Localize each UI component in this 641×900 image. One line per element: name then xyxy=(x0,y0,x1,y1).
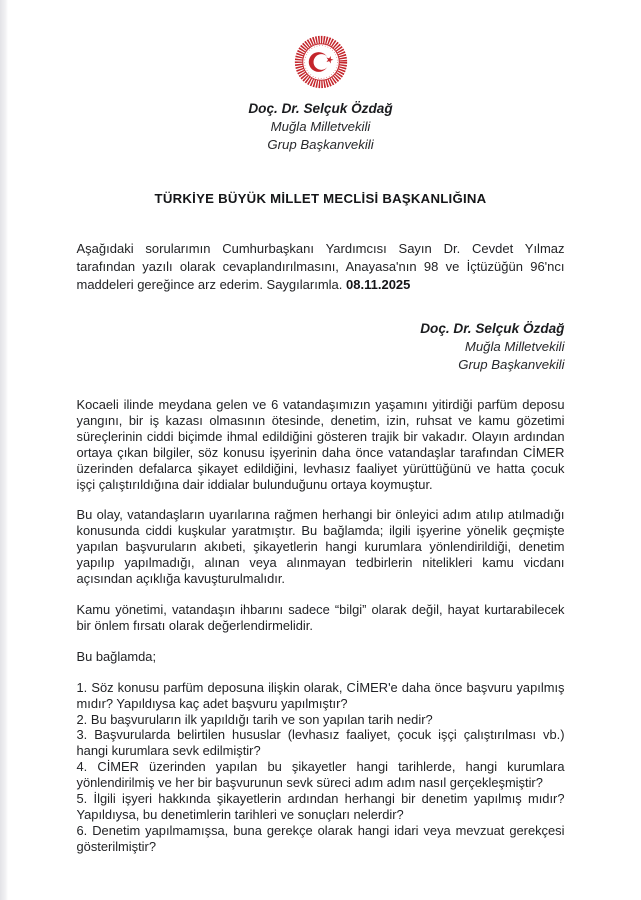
body-paragraph: Kamu yönetimi, vatandaşın ihbarını sadece “bilgi” olarak değil, hayat kurtarabilecek bir önlem fırsatı olarak değerlendirmelidir. xyxy=(76,601,565,633)
question-text: Söz konusu parfüm deposuna ilişkin olarak, CİMER'e daha önce başvuru yapılmış mıdır? Yapıldıysa kaç adet başvuru yapılmıştır? xyxy=(76,679,565,711)
question-item xyxy=(77,727,565,759)
question-number: 5. xyxy=(76,791,88,807)
scan-edge-shadow xyxy=(0,0,8,900)
tbmm-emblem-icon xyxy=(293,33,349,91)
question-number: 1. xyxy=(76,679,88,695)
body-paragraph: Kocaeli ilinde meydana gelen ve 6 vatandaşımızın yaşamını yitirdiği parfüm deposu yangını, bir iş kazası olmasının ötesinde, denetim, izin, ruhsat ve kamu gözetimi süreçlerinin ciddi biçimde ihmal edildiğini gösteren trajik bir vakadır. Olayın ardından ortaya çıkan bilgiler, söz konusu işyerinin daha önce vatandaşlar tarafından CİMER üzerinden defalarca şikayet edildiğini, levhasız faaliyet yürüttüğünü ve hatta çocuk işçi çalıştırıldığına dair iddialar bulunduğunu ortaya koymuştur. xyxy=(76,397,565,492)
deputy-title-role: Grup Başkanvekili xyxy=(267,137,374,152)
body-paragraph: Bu olay, vatandaşların uyarılarına rağmen herhangi bir önleyici adım atılıp atılmadığı konusunda ciddi kuşkular yaratmıştır. Bu bağlamda; ilgili işyerine yönelik geçmişte yapılan başvuruların akıbeti, şikayetlerin hangi kurumlara yönlendirildiği, denetim yapılıp yapılmadığı, alınan veya alınmayan tedbirlerin nitelikleri kamu vicdanı açısından açıklığa kavuşturulmalıdır. xyxy=(76,507,565,587)
question-number: 3. xyxy=(76,727,88,743)
header-identity-block xyxy=(77,100,565,154)
question-text: Başvurularda belirtilen hususlar (levhasız faaliyet, çocuk işçi çalıştırılması vb.) hangi kurumlara sevk edilmiştir? xyxy=(76,727,565,759)
signature-name: Doç. Dr. Selçuk Özdağ xyxy=(420,321,565,336)
question-text: İlgili işyeri hakkında şikayetlerin ardından herhangi bir denetim yapılmış mıdır? Yapıldıysa, bu denetimlerin tarihleri ve sonuçları nelerdir? xyxy=(76,791,565,822)
deputy-title-province: Muğla Milletvekili xyxy=(270,119,371,134)
petition-date: 08.11.2025 xyxy=(346,277,411,292)
question-item xyxy=(77,712,565,728)
deputy-name: Doç. Dr. Selçuk Özdağ xyxy=(248,101,393,116)
document-heading: TÜRKİYE BÜYÜK MİLLET MECLİSİ BAŞKANLIĞINA xyxy=(154,191,487,206)
question-text: Bu başvuruların ilk yapıldığı tarih ve son yapılan tarih nedir? xyxy=(90,711,433,727)
question-item xyxy=(77,823,565,855)
petition-text: Aşağıdaki sorularımın Cumhurbaşkanı Yardımcısı Sayın Dr. Cevdet Yılmaz tarafından yazılı olarak cevaplandırılmasını, Anayasa'nın 98 ve İçtüzüğün 96'ncı maddeleri gereğince arz ederim. Saygılarımla. xyxy=(76,241,565,292)
document-content xyxy=(77,0,565,855)
question-item xyxy=(77,680,565,712)
question-item xyxy=(77,759,565,791)
question-text: Denetim yapılmamışsa, buna gerekçe olarak hangi idari veya mevzuat gerekçesi gösterilmiştir? xyxy=(76,822,565,854)
questions-lead-in: Bu bağlamda; xyxy=(76,648,157,664)
petition-paragraph xyxy=(77,240,565,294)
signature-title-province: Muğla Milletvekili xyxy=(464,339,565,354)
question-number: 2. xyxy=(76,711,88,727)
question-text: CİMER üzerinden yapılan bu şikayetler hangi tarihlerde, hangi kurumlara yönlendirilmiş ve her bir başvurunun sevk süreci adım adım nasıl gerçekleşmiştir? xyxy=(76,759,565,791)
signature-block xyxy=(77,320,565,374)
question-number: 6. xyxy=(76,822,88,838)
question-number: 4. xyxy=(76,759,88,775)
signature-title-role: Grup Başkanvekili xyxy=(458,357,565,372)
question-item xyxy=(77,791,565,823)
body-text xyxy=(77,397,565,855)
